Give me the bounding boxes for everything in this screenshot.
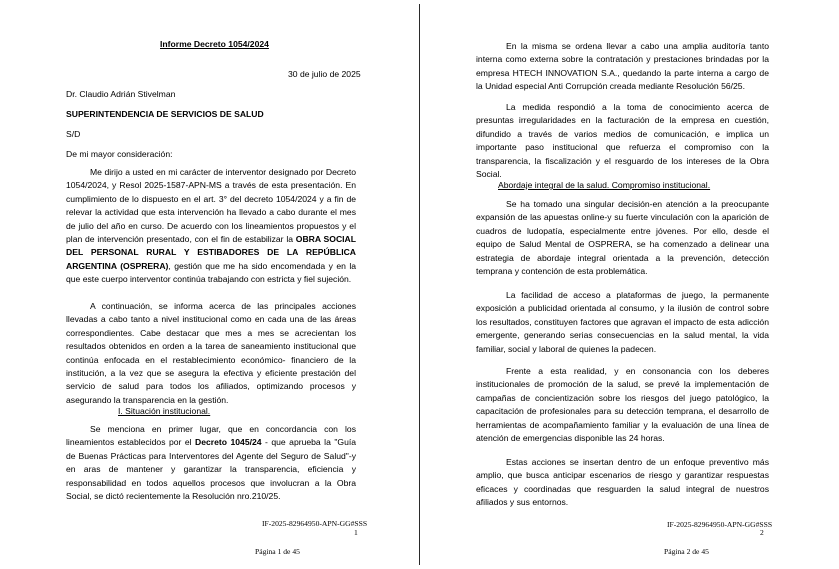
page-number: Página 1 de 45 bbox=[255, 547, 300, 556]
paragraph-audit: En la misma se ordena llevar a cabo una amplia auditoría tanto interna como externa sobre la contratación y prestaciones brindadas por la empresa HTECH INNOVATION S.A., quedando la parte interna a cargo de la Unidad especial Anti Corrupción creada mediante Resolución 56/25. bbox=[476, 41, 769, 92]
paragraph-intro-text: Me dirijo a usted en mi carácter de interventor designado por Decreto 1054/2024, y Resol 2025-1587-APN-MS a través de esta presentación. En cumplimiento de lo dispuesto en el art. 3° del decreto 1054/2024 y a fin de relevar la actividad que esta intervención ha llevado a cabo durante el mes de julio del año en curso. De acuerdo con los lineamientos propuestos y el plan de intervención presentado, con el fin de estabilizar la bbox=[66, 167, 356, 245]
document-number: 2 bbox=[760, 528, 764, 537]
document-page-2 bbox=[421, 0, 839, 569]
salutation-sd: S/D bbox=[66, 129, 81, 139]
section-heading-health: Abordaje integral de la salud. Compromiso institucional. bbox=[498, 180, 711, 190]
report-title: Informe Decreto 1054/2024 bbox=[160, 39, 269, 49]
paragraph-resolution bbox=[66, 423, 356, 503]
paragraph-intro-text-end: , gestión que me ha sido encomendada y en la que este cuerpo interventor continúa trabajando con estricta y fiel sujeción. bbox=[66, 260, 357, 285]
paragraph-campaigns: Frente a esta realidad, y en consonancia con los deberes institucionales de promoción de la salud, se prevé la implementación de campañas de concientización sobre los riesgos del juego patológico, la capacitación de profesionales para su detección temprana, el desarrollo de herramientas de acompañamiento familiar y la evaluación de una línea de atención de emergencias disponible las 24 horas. bbox=[476, 366, 769, 444]
paragraph-gambling: Se ha tomado una singular decisión-en atención a la preocupante expansión de las apuestas online-y su fuerte vinculación con la aparición de cuadros de ludopatía, especialmente entre jóvenes. Por ello, desde el equipo de Salud Mental de OSPRERA, se ha comenzado a delinear una estrategia de abordaje integral orientada a la prevención, detección temprana y contención de esta problemática. bbox=[476, 199, 769, 277]
report-date: 30 de julio de 2025 bbox=[288, 69, 361, 79]
paragraph-resolution-text: Se menciona en primer lugar, que en concordancia con los lineamientos establecidos por el bbox=[66, 424, 356, 448]
document-id: IF-2025-82964950-APN-GG#SSS bbox=[667, 520, 773, 529]
document-id: IF-2025-82964950-APN-GG#SSS bbox=[262, 519, 368, 528]
document-page-1 bbox=[0, 0, 418, 569]
section-heading-institutional: I. Situación institucional. bbox=[118, 406, 211, 416]
paragraph-resolution-text-end: - que aprueba la "Guía de Buenas Prácticas para Interventores del Agente del Seguro de Salud"-y en aras de mantener y garantizar la transparencia, eficiencia y responsabilidad en todos aquellos procesos que involucran a la Obra Social, se dictó recientemente la Resolución nro.210/25. bbox=[66, 437, 357, 502]
paragraph-summary: A continuación, se informa acerca de las principales acciones llevadas a cabo tanto a nivel institucional como en cada una de las áreas correspondientes. Cabe destacar que mes a mes se acrecientan los resultados obtenidos en orden a la tarea de saneamiento institucional que continúa enfocada en el restablecimiento económico- financiero de la institución, a la vez que se asegura la efectiva y eficiente prestación del servicio de salud para todos los afiliados, optimizando procesos y asegurando la transparencia en la gestión. bbox=[66, 301, 356, 405]
paragraph-factors: La facilidad de acceso a plataformas de juego, la permanente exposición a publicidad orientada al consumo, y la ilusión de control sobre los resultados, constituyen factores que agravan el impacto de esta adicción emergente, generando serias consecuencias en la salud mental, la vida familiar, social y laboral de quienes la padecen. bbox=[476, 290, 769, 354]
recipient-name: Dr. Claudio Adrián Stivelman bbox=[66, 89, 176, 99]
paragraph-preventive: Estas acciones se insertan dentro de un enfoque preventivo más amplio, que busca anticipar escenarios de riesgo y garantizar respuestas eficaces y coordinadas que resguarden la salud integral de nuestros afiliados y sus entornos. bbox=[476, 457, 769, 508]
page-divider bbox=[419, 4, 420, 565]
recipient-organization: SUPERINTENDENCIA DE SERVICIOS DE SALUD bbox=[66, 109, 264, 119]
document-number: 1 bbox=[354, 528, 358, 537]
paragraph-intro bbox=[66, 166, 356, 287]
decree-reference: Decreto 1045/24 bbox=[195, 437, 262, 448]
paragraph-measure: La medida respondió a la toma de conocimiento acerca de presuntas irregularidades en la facturación de la empresa en cuestión, difundido a través de varios medios de comunicación, e implica un importante paso institucional que refuerza el compromiso con la transparencia, la fiscalización y el resguardo de los intereses de la Obra Social. bbox=[476, 102, 769, 180]
greeting: De mi mayor consideración: bbox=[66, 149, 173, 159]
osprera-name: OBRA SOCIAL DEL PERSONAL RURAL Y ESTIBADORES DE LA REPÚBLICA ARGENTINA (OSPRERA) bbox=[66, 234, 356, 271]
page-number: Página 2 de 45 bbox=[664, 547, 709, 556]
